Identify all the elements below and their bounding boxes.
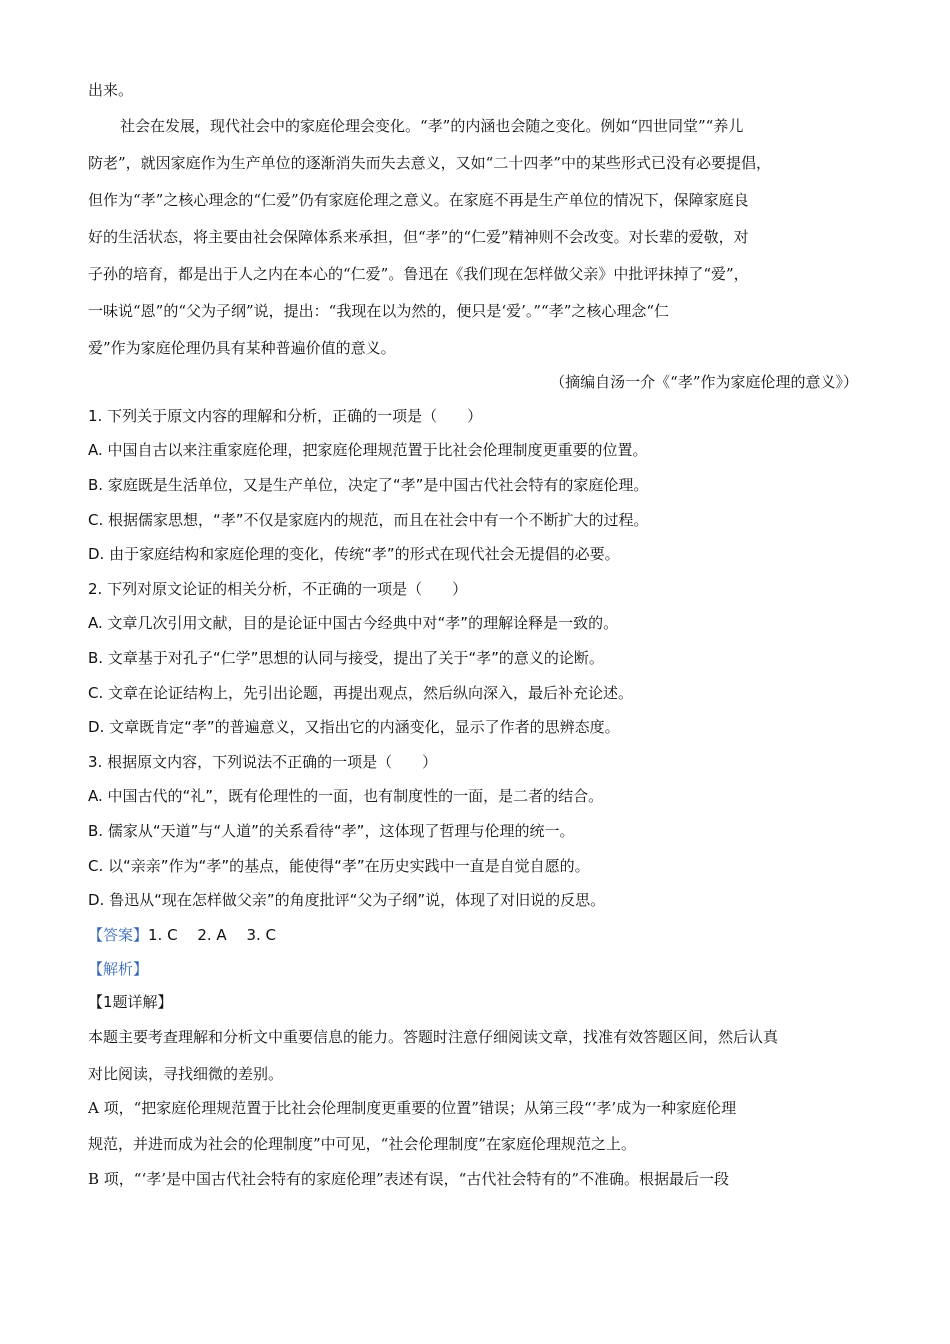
answer-label: 【答案】 bbox=[88, 926, 149, 944]
question-3-option-d: D. 鲁迅从“现在怎样做父亲”的角度批评“父为子纲”说，体现了对旧说的反思。 bbox=[88, 891, 606, 909]
question-3-option-b: B. 儒家从“天道”与“人道”的关系看待“孝”，这体现了哲理与伦理的统一。 bbox=[88, 822, 575, 840]
question-1-stem: 1. 下列关于原文内容的理解和分析，正确的一项是（ ） bbox=[88, 407, 483, 425]
analysis-line: B 项，“‘孝’是中国古代社会特有的家庭伦理”表述有误，“古代社会特有的”不准确。根据最后一段 bbox=[88, 1170, 730, 1188]
source-citation: （摘编自汤一介《“孝”作为家庭伦理的意义》） bbox=[550, 373, 858, 391]
question-1-option-b: B. 家庭既是生活单位，又是生产单位，决定了“孝”是中国古代社会特有的家庭伦理。 bbox=[88, 476, 649, 494]
question-2-option-d: D. 文章既肯定“孝”的普遍意义，又指出它的内涵变化，显示了作者的思辨态度。 bbox=[88, 718, 620, 736]
answer-text: 1. C 2. A 3. C bbox=[148, 926, 276, 944]
question-3-stem: 3. 根据原文内容，下列说法不正确的一项是（ ） bbox=[88, 753, 438, 771]
analysis-line: A 项，“把家庭伦理规范置于比社会伦理制度更重要的位置”错误；从第三段“‘孝’成为一种家庭伦理 bbox=[88, 1099, 737, 1117]
analysis-label: 【解析】 bbox=[88, 960, 149, 978]
passage-line: 防老”，就因家庭作为生产单位的逐渐消失而失去意义，又如“二十四孝”中的某些形式已没有必要提倡， bbox=[88, 154, 772, 172]
question-3-option-a: A. 中国古代的“礼”，既有伦理性的一面，也有制度性的一面，是二者的结合。 bbox=[88, 787, 604, 805]
passage-line: 社会在发展，现代社会中的家庭伦理会变化。“孝”的内涵也会随之变化。例如“四世同堂”“养儿 bbox=[120, 117, 744, 135]
passage-line: 一味说“恩”的“父为子纲”说，提出：“我现在以为然的，便只是‘爱’。”“孝”之核心理念“仁 bbox=[88, 302, 670, 320]
passage-line: 好的生活状态，将主要由社会保障体系来承担，但“孝”的“仁爱”精神则不会改变。对长辈的爱敬，对 bbox=[88, 228, 749, 246]
question-1-option-a: A. 中国自古以来注重家庭伦理，把家庭伦理规范置于比社会伦理制度更重要的位置。 bbox=[88, 441, 648, 459]
analysis-line: 对比阅读，寻找细微的差别。 bbox=[88, 1065, 284, 1083]
answer-line bbox=[88, 925, 864, 945]
question-2-option-b: B. 文章基于对孔子“仁学”思想的认同与接受，提出了关于“孝”的意义的论断。 bbox=[88, 649, 604, 667]
question-2-stem: 2. 下列对原文论证的相关分析，不正确的一项是（ ） bbox=[88, 580, 468, 598]
analysis-line: 本题主要考查理解和分析文中重要信息的能力。答题时注意仔细阅读文章，找准有效答题区间，然后认真 bbox=[88, 1028, 779, 1046]
question-1-option-c: C. 根据儒家思想，“孝”不仅是家庭内的规范，而且在社会中有一个不断扩大的过程。 bbox=[88, 511, 649, 529]
passage-line: 出来。 bbox=[88, 81, 134, 99]
analysis-heading: 【1题详解】 bbox=[88, 993, 173, 1011]
question-1-option-d: D. 由于家庭结构和家庭伦理的变化，传统“孝”的形式在现代社会无提倡的必要。 bbox=[88, 545, 620, 563]
question-2-option-a: A. 文章几次引用文献，目的是论证中国古今经典中对“孝”的理解诠释是一致的。 bbox=[88, 614, 619, 632]
passage-line: 爱”作为家庭伦理仍具有某种普遍价值的意义。 bbox=[88, 339, 396, 357]
analysis-line: 规范，并进而成为社会的伦理制度”中可见，“社会伦理制度”在家庭伦理规范之上。 bbox=[88, 1135, 637, 1153]
passage-line: 子孙的培育，都是出于人之内在本心的“仁爱”。鲁迅在《我们现在怎样做父亲》中批评抹掉了“爱”， bbox=[88, 265, 749, 283]
passage-line: 但作为“孝”之核心理念的“仁爱”仍有家庭伦理之意义。在家庭不再是生产单位的情况下，保障家庭良 bbox=[88, 191, 749, 209]
question-2-option-c: C. 文章在论证结构上，先引出论题，再提出观点，然后纵向深入，最后补充论述。 bbox=[88, 684, 634, 702]
question-3-option-c: C. 以“亲亲”作为“孝”的基点，能使得“孝”在历史实践中一直是自觉自愿的。 bbox=[88, 857, 590, 875]
